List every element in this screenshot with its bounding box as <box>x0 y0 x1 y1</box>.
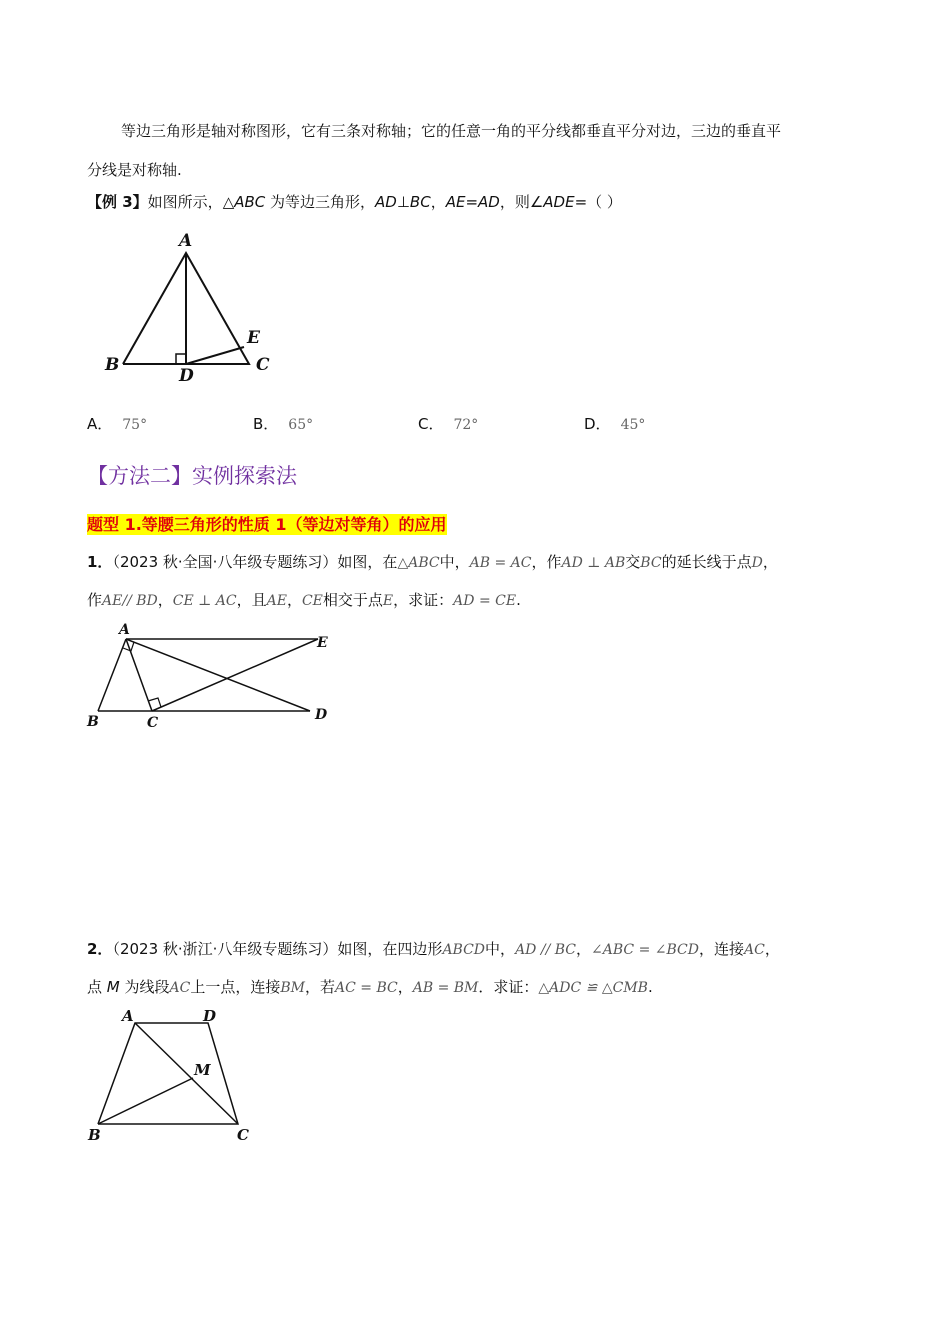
q1-line-2: 作AE// BD，CE ⊥ AC，且AE，CE相交于点E，求证：AD = CE. <box>87 591 521 609</box>
label-c: C <box>147 715 159 731</box>
segment-ac <box>126 639 152 711</box>
option-b: B． 65° <box>253 415 314 433</box>
example3-label: 【例 3】 <box>87 193 148 211</box>
label-a: A <box>119 622 130 638</box>
label-c: C <box>237 1126 249 1144</box>
label-a: A <box>179 231 193 251</box>
label-d: D <box>315 707 328 723</box>
label-m: M <box>194 1061 211 1079</box>
q2-figure <box>80 1003 270 1148</box>
segment-ab <box>98 639 126 711</box>
option-a: A． 75° <box>87 415 148 433</box>
label-b: B <box>88 1126 101 1144</box>
quadrilateral-abcd <box>98 1023 238 1124</box>
label-d: D <box>179 366 194 385</box>
label-b: B <box>87 714 99 730</box>
option-d: D． 45° <box>584 415 646 433</box>
intro-line-2: 分线是对称轴. <box>87 161 182 179</box>
label-c: C <box>256 355 270 375</box>
q1-figure <box>80 618 340 733</box>
q2-line-1: 2．（2023 秋·浙江·八年级专题练习）如图，在四边形ABCD中，AD // BC，∠ABC = ∠BCD，连接AC， <box>87 940 780 958</box>
example3-figure <box>95 225 285 385</box>
label-e: E <box>247 328 260 348</box>
label-a: A <box>122 1007 134 1025</box>
right-angle-mark <box>176 354 186 364</box>
segment-ce <box>152 639 318 711</box>
label-d: D <box>203 1007 217 1025</box>
option-c: C． 72° <box>418 415 479 433</box>
example3-statement: 【例 3】如图所示，△ABC 为等边三角形，AD⊥BC，AE=AD，则∠ADE=（ ） <box>87 193 622 211</box>
q2-line-2: 点 M 为线段AC上一点，连接BM，若AC = BC，AB = BM．求证：△ADC ≌ △CMB. <box>87 978 653 996</box>
type1-heading: 题型 1.等腰三角形的性质 1（等边对等角）的应用 <box>87 515 447 534</box>
label-b: B <box>105 355 120 375</box>
label-e: E <box>317 635 328 651</box>
method2-heading: 【方法二】实例探索法 <box>87 464 297 488</box>
q1-line-1: 1．（2023 秋·全国·八年级专题练习）如图，在△ABC中，AB = AC，作AD ⊥ AB交BC的延长线于点D， <box>87 553 778 571</box>
segment-de <box>186 347 244 364</box>
segment-ad <box>126 639 310 711</box>
intro-line-1: 等边三角形是轴对称图形，它有三条对称轴；它的任意一角的平分线都垂直平分对边，三边的垂直平 <box>121 122 782 140</box>
